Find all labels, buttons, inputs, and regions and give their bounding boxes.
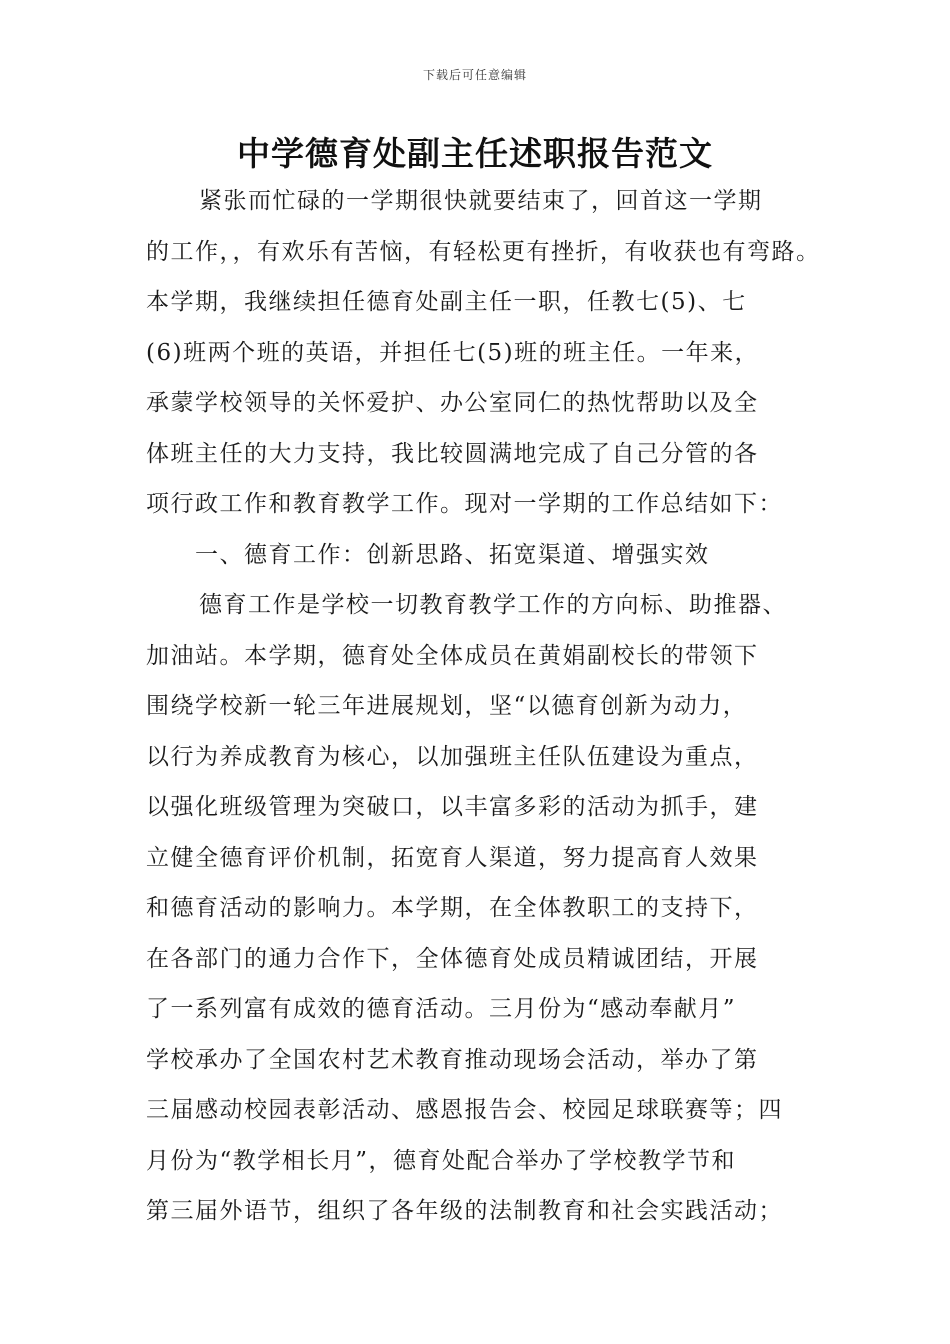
paragraph-line: 和德育活动的影响力。本学期，在全体教职工的支持下，: [146, 895, 759, 921]
paragraph-line: 月份为“教学相长月”，德育处配合举办了学校教学节和: [146, 1147, 737, 1174]
paragraph-line: 紧张而忙碌的一学期很快就要结束了，回首这一学期: [199, 188, 763, 214]
paragraph-line: 第三届外语节，组织了各年级的法制教育和社会实践活动；: [146, 1198, 783, 1224]
paragraph-line: 加油站。本学期，德育处全体成员在黄娟副校长的带领下: [146, 642, 759, 669]
paragraph-line: 承蒙学校领导的关怀爱护、办公室同仁的热忱帮助以及全: [146, 390, 759, 416]
page-title: 中学德育处副主任述职报告范文: [237, 134, 713, 173]
document-body: [146, 176, 826, 1237]
paragraph-line: (6)班两个班的英语，并担任七(5)班的班主任。一年来，: [146, 339, 760, 366]
paragraph-line: 立健全德育评价机制，拓宽育人渠道，努力提高育人效果: [146, 844, 759, 871]
paragraph-line: 德育工作是学校一切教育教学工作的方向标、助推器、: [199, 592, 787, 618]
paragraph-line: 了一系列富有成效的德育活动。三月份为“感动奉献月”: [146, 996, 737, 1022]
header-note: 下载后可任意编辑: [422, 68, 527, 82]
paragraph-line: 项行政工作和教育教学工作。现对一学期的工作总结如下：: [146, 491, 783, 517]
paragraph-line: 本学期，我继续担任德育处副主任一职，任教七(5)、七: [146, 289, 747, 315]
section-heading: 一、德育工作：创新思路、拓宽渠道、增强实效: [195, 541, 710, 568]
paragraph-line: 以行为养成教育为核心，以加强班主任队伍建设为重点，: [146, 743, 759, 770]
paragraph-line: 围绕学校新一轮三年进展规划，坚“以德育创新为动力，: [146, 693, 748, 719]
paragraph-line: 三届感动校园表彰活动、感恩报告会、校园足球联赛等；四: [146, 1097, 783, 1123]
paragraph-line: 体班主任的大力支持，我比较圆满地完成了自己分管的各: [146, 440, 759, 467]
paragraph-line: 学校承办了全国农村艺术教育推动现场会活动，举办了第: [146, 1046, 759, 1073]
paragraph-line: 的工作，，有欢乐有苦恼，有轻松更有挫折，有收获也有弯路。: [146, 238, 821, 265]
paragraph-line: 以强化班级管理为突破口，以丰富多彩的活动为抓手，建: [146, 794, 759, 820]
paragraph-line: 在各部门的通力合作下，全体德育处成员精诚团结，开展: [146, 945, 759, 972]
